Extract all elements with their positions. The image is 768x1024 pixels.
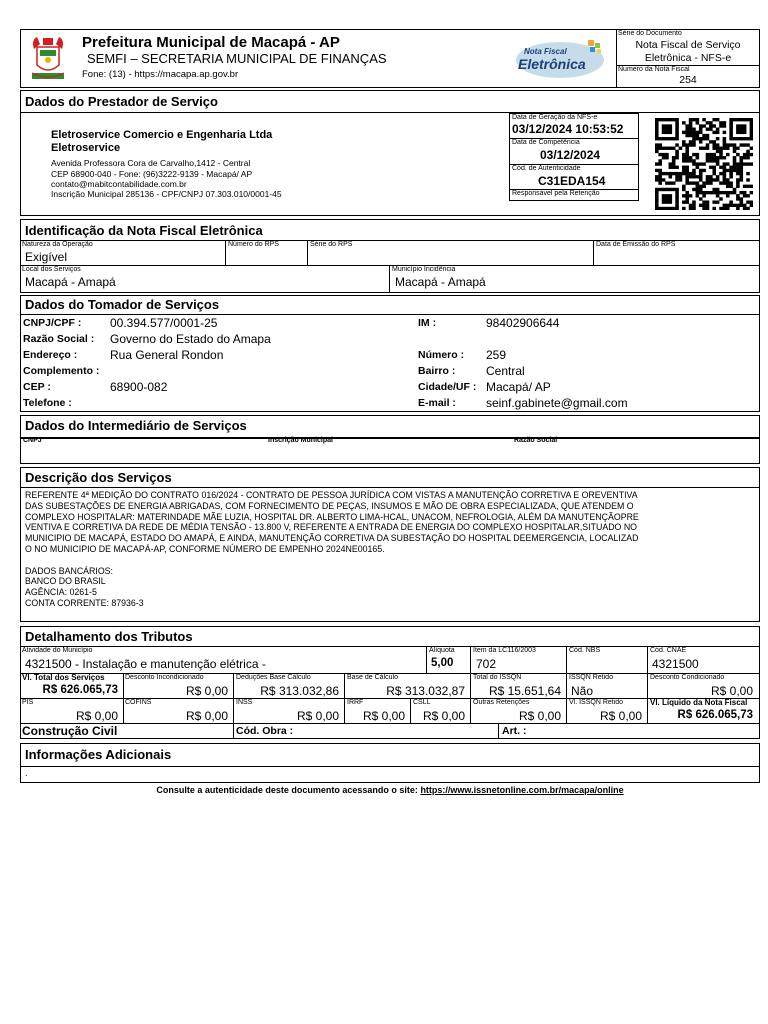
prestador-trade-name: Eletroservice — [51, 142, 121, 154]
divider — [20, 646, 760, 647]
competencia-value: 03/12/2024 — [540, 148, 601, 162]
divider — [389, 265, 390, 293]
descricao-title: Descrição dos Serviços — [25, 470, 172, 485]
cnpj-value: 00.394.577/0001-25 — [110, 316, 218, 330]
footer-text: Consulte a autenticidade deste documento acessando o site: — [156, 785, 418, 795]
cnae-label: Cód. CNAE — [650, 647, 687, 654]
serie-label: Série do Documento — [618, 30, 682, 37]
inss-value: R$ 0,00 — [296, 709, 339, 723]
divider — [20, 487, 760, 488]
vl-issqn-retido-value: R$ 0,00 — [599, 709, 642, 723]
intermediario-razao-label: Razão Social — [514, 437, 558, 444]
prestador-inscricao: Inscrição Municipal 285136 - CPF/CNPJ 07.303.010/0001-45 — [51, 189, 282, 199]
nbs-label: Cód. NBS — [569, 647, 601, 654]
rps-data-label: Data de Emissão do RPS — [596, 241, 676, 248]
local-label: Local dos Serviços — [22, 266, 81, 273]
divider — [647, 698, 648, 723]
cnpj-label: CNPJ/CPF : — [23, 317, 82, 329]
atividade-label: Atividade do Município — [22, 647, 93, 654]
bairro-value: Central — [486, 364, 525, 378]
descricao-text — [25, 490, 639, 609]
divider — [647, 646, 648, 673]
identificacao-title: Identificação da Nota Fiscal Eletrônica — [25, 223, 263, 238]
divider — [470, 673, 471, 698]
irrf-label: IRRF — [347, 699, 364, 706]
descricao-line — [25, 555, 639, 566]
issqn-retido-value: Não — [571, 684, 594, 698]
email-value: seinf.gabinete@gmail.com — [486, 396, 628, 410]
descricao-line: COMPLEXO HOSPITALAR: MATERINDADE MÃE LUZIA, HOSPITAL DR. ALBERTO LIMA-HCAL, UNACOM, NEFROLOGIA, ALÉM DA MANUTENÇÃOPRE — [25, 511, 639, 522]
descricao-line: AGÊNCIA: 0261-5 — [25, 587, 97, 598]
aliquota-label: Alíquota — [429, 647, 455, 654]
pis-label: PIS — [22, 699, 34, 706]
prestador-name: Eletroservice Comercio e Engenharia Ltda — [51, 129, 273, 141]
endereco-value: Rua General Rondon — [110, 348, 224, 362]
obra-label: Cód. Obra : — [236, 725, 294, 737]
complemento-label: Complemento : — [23, 365, 100, 377]
tomador-title: Dados do Tomador de Serviços — [25, 297, 220, 312]
natureza-label: Natureza da Operação — [22, 241, 93, 248]
municipio-value: Macapá - Amapá — [395, 275, 486, 289]
csll-label: CSLL — [413, 699, 431, 706]
divider — [20, 112, 760, 113]
autenticidade-value: C31EDA154 — [538, 174, 606, 188]
descricao-line: CONTA CORRENTE: 87936-3 — [25, 597, 144, 608]
razao-label: Razão Social : — [23, 333, 95, 345]
intermediario-inscricao-label: Inscrição Municipal — [268, 437, 333, 444]
im-value: 98402906644 — [486, 316, 560, 330]
logo-text-bottom: Eletrônica — [518, 56, 586, 72]
divider — [566, 646, 567, 673]
divider — [470, 698, 471, 723]
construcao-label: Construção Civil — [22, 724, 118, 738]
divider — [566, 698, 567, 723]
desc-cond-value: R$ 0,00 — [710, 684, 753, 698]
cofins-value: R$ 0,00 — [185, 709, 228, 723]
im-label: IM : — [418, 317, 437, 329]
descricao-line: REFERENTE 4ª MEDIÇÃO DO CONTRATO 016/2024 - CONTRATO DE PESSOA JURÍDICA COM VISTAS A MANUTENÇÃO CORRETIVA E OREVENTIVA — [25, 490, 638, 500]
intermediario-title: Dados do Intermediário de Serviços — [25, 418, 247, 433]
numero-label: Numero da Nota Fiscal — [618, 66, 690, 73]
footer-link[interactable]: https://www.issnetonline.com.br/macapa/online — [420, 785, 624, 795]
telefone-label: Telefone : — [23, 397, 72, 409]
cidade-label: Cidade/UF : — [418, 381, 477, 393]
bairro-label: Bairro : — [418, 365, 456, 377]
descricao-line: DAS SUBESTAÇÕES DE ENERGIA ABRIGADAS, COM FORNECIMENTO DE PEÇAS, INSUMOS E MÃO DE OBRA ESPECIALIZADA, QUE ATENDEM O — [25, 500, 634, 511]
nota-fiscal-eletronica-logo — [512, 34, 612, 82]
local-value: Macapá - Amapá — [25, 275, 116, 289]
descricao-line: DADOS BANCÁRIOS: — [25, 565, 113, 576]
divider — [344, 673, 345, 698]
pis-value: R$ 0,00 — [75, 709, 118, 723]
autenticidade-label: Cód. de Autenticidade — [512, 165, 581, 172]
inss-label: INSS — [236, 699, 253, 706]
divider — [233, 698, 234, 723]
divider — [426, 646, 427, 673]
base-label: Base de Cálculo — [347, 674, 398, 681]
tributos-title: Detalhamento dos Tributos — [25, 629, 193, 644]
competencia-label: Data de Competência — [512, 139, 580, 146]
divider — [647, 673, 648, 698]
deducoes-label: Deduções Base Cálculo — [236, 674, 311, 681]
adicionais-text: . — [25, 768, 28, 778]
qr-code — [655, 118, 753, 210]
rps-numero-label: Número do RPS — [228, 241, 279, 248]
descricao-line: BANCO DO BRASIL — [25, 576, 106, 587]
divider — [233, 723, 234, 739]
desc-cond-label: Desconto Condicionado — [650, 674, 725, 681]
divider — [20, 314, 760, 315]
city-title: Prefeitura Municipal de Macapá - AP — [82, 34, 340, 51]
divider — [498, 723, 499, 739]
cofins-label: COFINS — [125, 699, 152, 706]
csll-value: R$ 0,00 — [422, 709, 465, 723]
vl-issqn-retido-label: Vl. ISSQN Retido — [569, 699, 624, 706]
item-label: Item da LC116/2003 — [473, 647, 536, 654]
numero-value: 254 — [679, 74, 697, 86]
prestador-title: Dados do Prestador de Serviço — [25, 94, 218, 109]
descricao-line: O NO MUNICIPIO DE MACAPÁ-AP, CONFORME NÚMERO DE EMPENHO 2024NE00165. — [25, 543, 385, 554]
vl-total-label: Vl. Total dos Serviços — [22, 673, 105, 682]
liquido-label: Vl. Líquido da Nota Fiscal — [650, 698, 748, 707]
issqn-value: R$ 15.651,64 — [488, 684, 561, 698]
razao-value: Governo do Estado do Amapa — [110, 332, 271, 346]
retencao-label: Responsável pela Retenção — [512, 190, 600, 197]
divider — [566, 673, 567, 698]
adicionais-title: Informações Adicionais — [25, 747, 172, 762]
issqn-retido-label: ISSQN Retido — [569, 674, 613, 681]
atividade-value: 4321500 - Instalação e manutenção elétrica - — [25, 657, 266, 671]
prestador-cep: CEP 68900-040 - Fone: (96)3222-9139 - Macapá/ AP — [51, 169, 253, 179]
divider — [20, 723, 760, 724]
divider — [123, 673, 124, 698]
cep-value: 68900-082 — [110, 380, 168, 394]
divider — [470, 646, 471, 673]
vl-total-value: R$ 626.065,73 — [42, 684, 118, 696]
geracao-label: Data de Geração da NFS-e — [512, 114, 598, 121]
geracao-value: 03/12/2024 10:53:52 — [512, 122, 624, 136]
divider — [410, 698, 411, 723]
divider — [20, 766, 760, 767]
irrf-value: R$ 0,00 — [362, 709, 405, 723]
endereco-label: Endereço : — [23, 349, 78, 361]
prestador-address: Avenida Professora Cora de Carvalho,1412 - Central — [51, 158, 251, 168]
outras-label: Outras Retenções — [473, 699, 530, 706]
serie-value-line2: Eletrônica - NFS-e — [644, 52, 732, 64]
outras-value: R$ 0,00 — [518, 709, 561, 723]
department-name: SEMFI – SECRETARIA MUNICIPAL DE FINANÇAS — [87, 51, 387, 66]
divider — [233, 673, 234, 698]
liquido-value: R$ 626.065,73 — [677, 709, 753, 721]
divider — [20, 265, 760, 266]
issqn-label: Total do ISSQN — [473, 674, 522, 681]
cidade-value: Macapá/ AP — [486, 380, 551, 394]
deducoes-value: R$ 313.032,86 — [260, 684, 339, 698]
divider — [593, 240, 594, 265]
prestador-email: contato@mabitcontabilidade.com.br — [51, 179, 187, 189]
descricao-line: MUNICIPIO DE MACAPÁ, ESTADO DO AMAPÁ, E AINDA, MANUTENÇÃO CORRETIVA DA SUBESTAÇÃO DO HOSPITAL DEEMERGENCIA, LOCALIZAD — [25, 533, 639, 544]
art-label: Art. : — [502, 725, 527, 737]
city-phone: Fone: (13) - https://macapa.ap.gov.br — [82, 69, 239, 80]
desc-incond-value: R$ 0,00 — [185, 684, 228, 698]
email-label: E-mail : — [418, 397, 456, 409]
logo-text-top: Nota Fiscal — [524, 47, 567, 56]
footer-note — [0, 785, 768, 795]
divider — [344, 698, 345, 723]
numero-label: Número : — [418, 349, 465, 361]
numero-value: 259 — [486, 348, 507, 362]
divider — [123, 698, 124, 723]
base-value: R$ 313.032,87 — [386, 684, 465, 698]
aliquota-value: 5,00 — [431, 657, 454, 669]
intermediario-fields-box — [20, 438, 760, 464]
cnae-value: 4321500 — [652, 657, 699, 671]
divider — [307, 240, 308, 265]
serie-value-line1: Nota Fiscal de Serviço — [635, 39, 741, 51]
item-value: 702 — [476, 657, 497, 671]
rps-serie-label: Série do RPS — [310, 241, 353, 248]
municipio-label: Município Incidência — [392, 266, 456, 273]
city-coat-of-arms — [28, 35, 68, 83]
natureza-value: Exigível — [25, 250, 68, 264]
cep-label: CEP : — [23, 381, 51, 393]
desc-incond-label: Desconto Incondicionado — [125, 674, 204, 681]
divider — [225, 240, 226, 265]
intermediario-cnpj-label: CNPJ — [23, 437, 42, 444]
descricao-line: VENTIVA E CORRETIVA DA REDE DE MÉDIA TENSÃO - 13.800 V, REFERENTE A ENTRADA DE ENERGIA DO COMPLEXO HOSPITALAR,SITUADO NO — [25, 522, 638, 533]
